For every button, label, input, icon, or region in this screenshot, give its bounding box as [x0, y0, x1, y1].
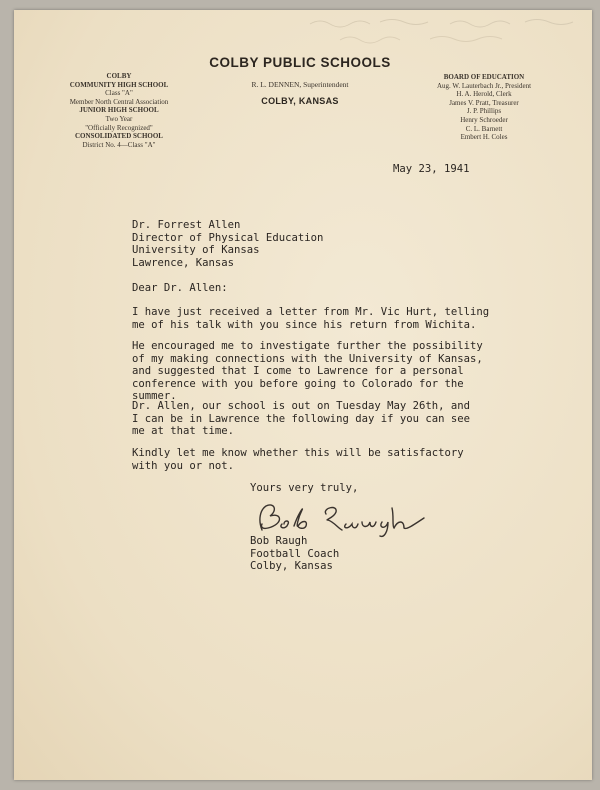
signer-block: Bob Raugh Football Coach Colby, Kansas	[250, 535, 340, 572]
board-line: C. L. Barnett	[465, 124, 503, 133]
paragraph-2: He encouraged me to investigate further the possibility of my making connections with the University of Kansas, and suggested that I come to Lawrence for a personal conference with you before going to Colorado for the summer.	[132, 340, 483, 402]
left-line: Two Year	[105, 114, 133, 123]
board-line: BOARD OF EDUCATION	[443, 73, 525, 81]
left-line: Member North Central Association	[69, 97, 169, 106]
handwritten-signature	[248, 500, 438, 540]
board-line: Henry Schroeder	[460, 115, 508, 124]
left-line: CONSOLIDATED SCHOOL	[75, 132, 163, 141]
paragraph-1: I have just received a letter from Mr. Vic Hurt, telling me of his talk with you since his return from Wichita.	[132, 306, 490, 331]
paragraph-4: Kindly let me know whether this will be satisfactory with you or not.	[132, 447, 464, 472]
left-line: District No. 4—Class "A"	[82, 140, 156, 149]
board-line: J. P. Phillips	[466, 107, 502, 116]
faint-pencil-notes	[300, 12, 590, 52]
paragraph-3: Dr. Allen, our school is out on Tuesday May 26th, and I can be in Lawrence the following day if you can see me at that time.	[132, 400, 471, 437]
letter-date: May 23, 1941	[393, 163, 470, 175]
board-line: Aug. W. Lauterbach Jr., President	[436, 81, 532, 90]
left-line: Class "A"	[105, 89, 133, 98]
left-line: COMMUNITY HIGH SCHOOL	[69, 80, 169, 89]
letterhead-superintendent: R. L. DENNEN, Superintendent	[251, 80, 349, 89]
letterhead-board-block	[418, 73, 550, 142]
left-line: "Officially Recognized"	[85, 123, 153, 132]
left-line: JUNIOR HIGH SCHOOL	[79, 106, 159, 115]
salutation: Dear Dr. Allen:	[132, 282, 228, 294]
board-line: Embert H. Coles	[460, 133, 508, 142]
left-line: COLBY	[106, 72, 132, 80]
closing: Yours very truly,	[250, 482, 359, 494]
letterhead-city: COLBY, KANSAS	[261, 96, 339, 106]
recipient-address: Dr. Forrest Allen Director of Physical Education University of Kansas Lawrence, Kansas	[132, 219, 324, 269]
letterhead-left-block	[56, 72, 182, 149]
board-line: James V. Pratt, Treasurer	[449, 98, 519, 107]
board-line: H. A. Herold, Clerk	[456, 90, 512, 99]
letterhead-title: COLBY PUBLIC SCHOOLS	[209, 55, 391, 70]
